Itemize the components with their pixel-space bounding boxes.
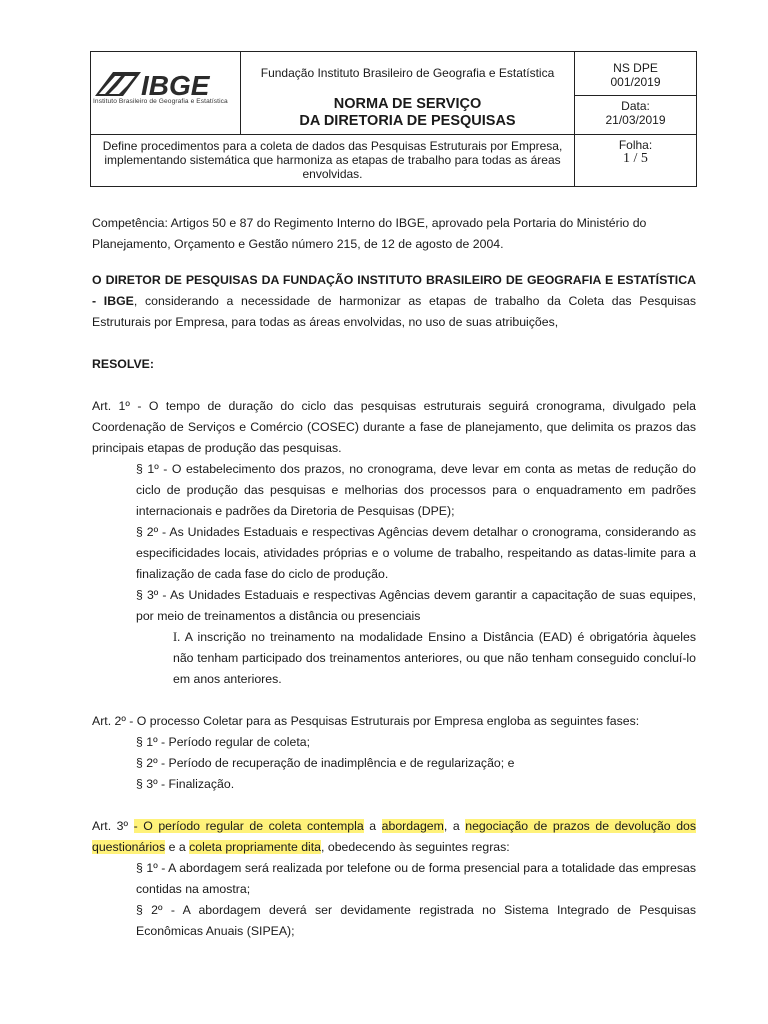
art3-highlight1: - O período regular de coleta contempla: [133, 819, 364, 833]
logo-brand: IBGE: [141, 70, 210, 101]
art3-highlight2: abordagem: [381, 819, 444, 833]
art3-seg5: , obedecendo às seguintes regras:: [321, 840, 510, 854]
logo-cell: [91, 52, 241, 134]
description-cell: [91, 134, 575, 186]
art1-text: Art. 1º - O tempo de duração do ciclo das pesquisas estruturais seguirá cronograma, divulgado pela Coordenação de Serviços e Comércio (COSEC) durante a fase de planejamento, que delimita os prazos das principais etapas de produção das pesquisas.: [92, 399, 696, 455]
date-value: 21/03/2019: [605, 113, 666, 127]
norm-title: [241, 96, 574, 130]
title-cell: [241, 52, 575, 134]
art3-seg2: a: [363, 819, 382, 833]
art2-paragraph1: § 1º - Período regular de coleta;: [136, 735, 311, 749]
norm-title-line2: DA DIRETORIA DE PESQUISAS: [299, 113, 516, 129]
sheet-label: Folha:: [618, 138, 653, 152]
ibge-logo-icon: [91, 66, 241, 116]
competencia-line2: Planejamento, Orçamento e Gestão número 215, de 12 de agosto de 2004.: [92, 237, 504, 251]
competencia-line1: Competência: Artigos 50 e 87 do Regimento Interno do IBGE, aprovado pela Portaria do Ministério do: [92, 216, 647, 230]
art1-paragraph2: § 2º - As Unidades Estaduais e respectivas Agências devem detalhar o cronograma, considerando as especificidades locais, atividades próprias e o volume de trabalho, respeitando as datas-limite para a finalização de cada fase do ciclo de produção.: [136, 525, 696, 581]
header-table: [90, 51, 697, 187]
preamble-bold: O DIRETOR DE PESQUISAS DA FUNDAÇÃO INSTITUTO BRASILEIRO DE GEOGRAFIA E ESTATÍSTICA - IBGE: [92, 273, 696, 308]
ns-number-cell: [575, 52, 696, 96]
preamble-text: , considerando a necessidade de harmonizar as etapas de trabalho da Coleta das Pesquisas Estruturais por Empresa, para todas as áreas envolvidas, no uso de suas atribuições,: [92, 294, 696, 329]
art1-item1: [173, 627, 696, 690]
art3-seg3: , a: [443, 819, 466, 833]
sheet-number: 1 / 5: [623, 151, 648, 166]
preamble-paragraph: [92, 270, 696, 333]
resolve-heading: RESOLVE:: [92, 357, 154, 371]
norm-description: Define procedimentos para a coleta de dados das Pesquisas Estruturais por Empresa, implementando sistemática que harmoniza as etapas de trabalho para todas as áreas envolvidas.: [102, 139, 563, 181]
art1-item1-text: A inscrição no treinamento na modalidade Ensino a Distância (EAD) é obrigatória àqueles não tenham participado dos treinamentos anteriores, ou que não tenham conseguido concluí-lo em anos anteriores.: [173, 630, 696, 686]
art1-item1-roman: I.: [173, 630, 181, 644]
art1-paragraph1: § 1º - O estabelecimento dos prazos, no cronograma, deve levar em conta as metas de redução do ciclo de produção das pesquisas e melhorias dos processos para o enquadramento em padrões internacionais e padrões da Diretoria de Pesquisas (DPE);: [136, 462, 696, 518]
art2-paragraph2: § 2º - Período de recuperação de inadimplência e de regularização; e: [136, 756, 515, 770]
art3-paragraph1: § 1º - A abordagem será realizada por telefone ou de forma presencial para a totalidade das empresas contidas na amostra;: [136, 861, 696, 896]
ns-number: 001/2019: [610, 75, 661, 89]
competencia-paragraph: [92, 213, 696, 255]
date-label: Data:: [621, 99, 650, 113]
art3-text: [92, 816, 696, 858]
date-cell: [575, 96, 696, 134]
art3-seg1: Art. 3º: [92, 819, 134, 833]
logo-subtitle: Instituto Brasileiro de Geografia e Estatística: [93, 98, 228, 105]
art3-highlight4: coleta propriamente dita: [189, 840, 322, 854]
art3-seg4: e a: [165, 840, 190, 854]
norm-title-line1: NORMA DE SERVIÇO: [333, 96, 482, 112]
sheet-cell: [575, 134, 696, 186]
art2-text: Art. 2º - O processo Coletar para as Pesquisas Estruturais por Empresa engloba as seguintes fases:: [92, 714, 640, 728]
art2-paragraph3: § 3º - Finalização.: [136, 777, 235, 791]
art1-paragraph3: § 3º - As Unidades Estaduais e respectivas Agências devem garantir a capacitação de suas equipes, por meio de treinamentos a distância ou presenciais: [136, 588, 696, 623]
art3-highlight3: negociação de prazos de devolução dos questionários: [92, 819, 697, 854]
ns-label: NS DPE: [613, 61, 658, 75]
art3-paragraph2: § 2º - A abordagem deverá ser devidamente registrada no Sistema Integrado de Pesquisas Econômicas Anuais (SIPEA);: [136, 903, 696, 938]
institution-name: Fundação Instituto Brasileiro de Geografia e Estatística: [260, 66, 555, 80]
